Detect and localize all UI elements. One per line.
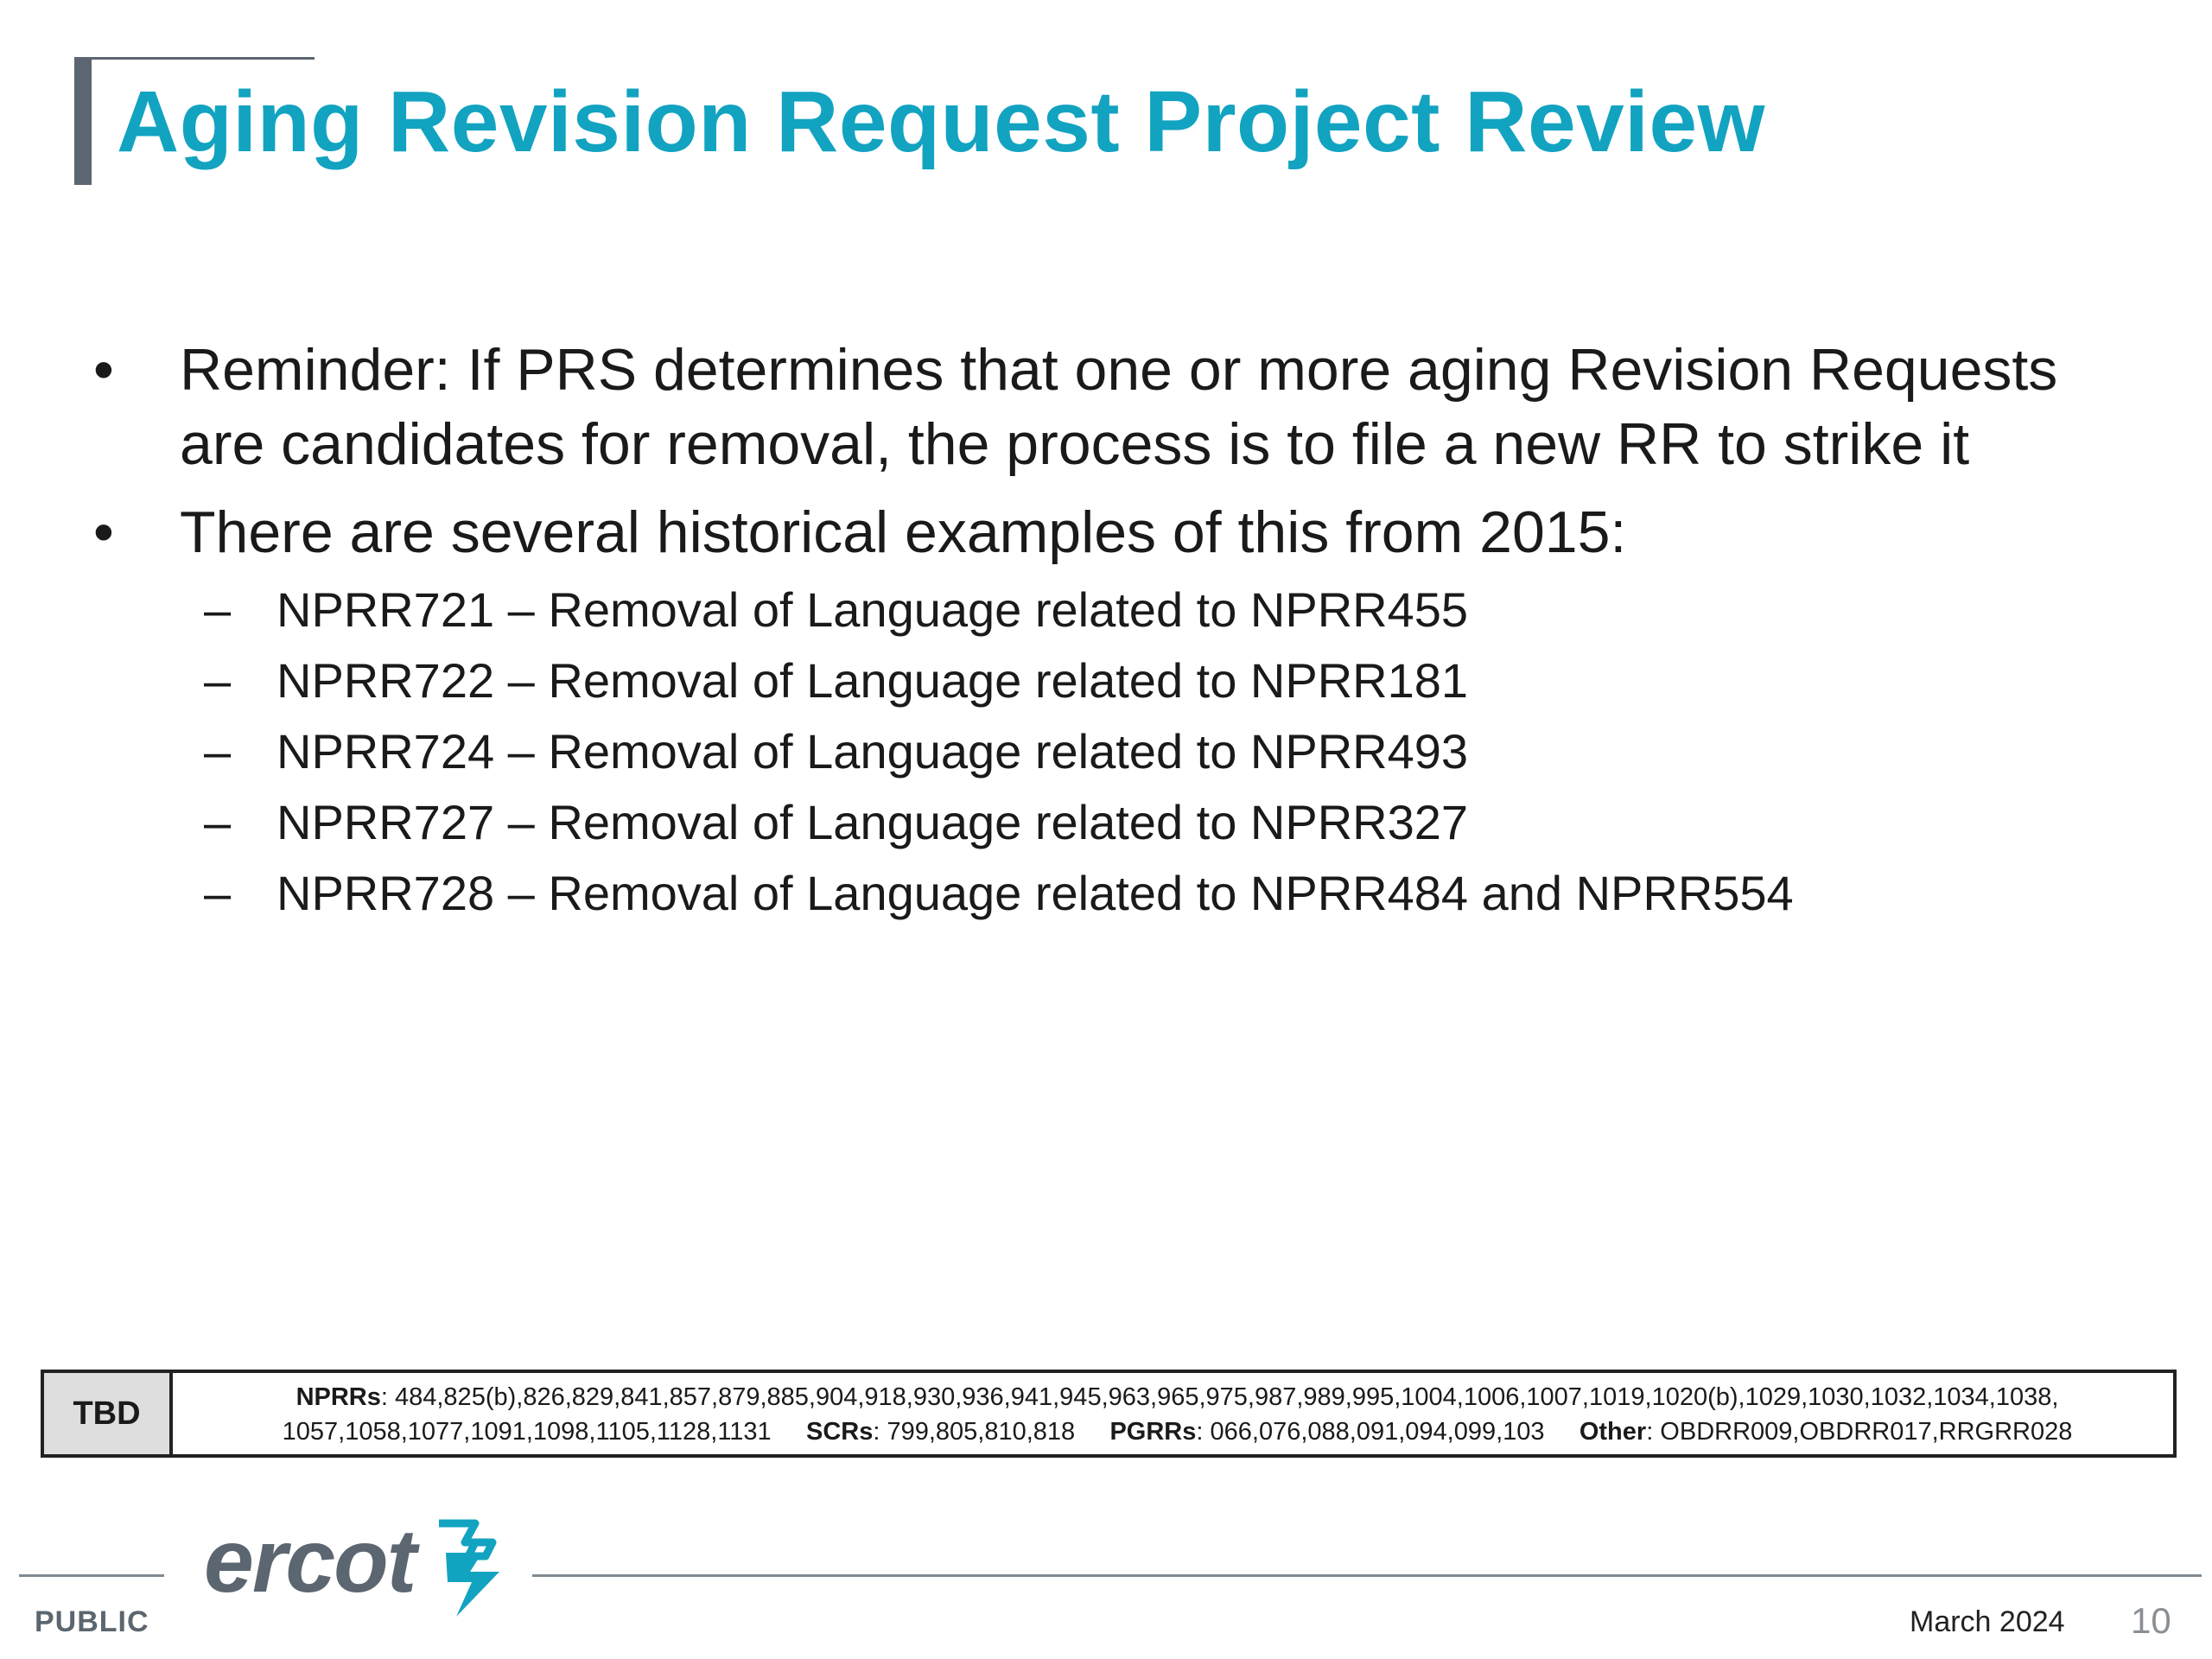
footer-divider-left <box>19 1574 164 1577</box>
tbd-content <box>173 1373 2173 1454</box>
bullet-text: Reminder: If PRS determines that one or more aging Revision Requests are candidates for removal, the process is to file a new RR to strike it <box>180 337 2058 477</box>
other-label: Other <box>1579 1418 1647 1446</box>
ercot-logo <box>204 1511 508 1624</box>
logo-text: ercot <box>204 1511 416 1611</box>
title-accent-bar <box>74 57 92 185</box>
bullet-list <box>93 333 2150 929</box>
page-number: 10 <box>2131 1600 2171 1641</box>
bullet-text: There are several historical examples of this from 2015: <box>180 499 1627 565</box>
sub-bullet-text: NPRR728 – Removal of Language related to NPRR484 and NPRR554 <box>276 866 1794 920</box>
scrs-values: : 799,805,810,818 <box>873 1418 1076 1446</box>
sub-bullet-list <box>93 575 2150 929</box>
tbd-label: TBD <box>44 1373 173 1454</box>
bullet-item-examples <box>93 495 2150 569</box>
sub-bullet-text: NPRR724 – Removal of Language related to NPRR493 <box>276 724 1469 779</box>
sub-bullet-marker: – <box>204 582 232 637</box>
other-values: : OBDRR009,OBDRR017,RRGRR028 <box>1646 1418 2073 1446</box>
tbd-box <box>41 1370 2177 1458</box>
sub-bullet-item <box>93 858 2150 929</box>
footer-divider-right <box>532 1574 2202 1577</box>
scrs-label: SCRs <box>805 1418 874 1446</box>
page-title: Aging Revision Request Project Review <box>117 73 1765 170</box>
sub-bullet-item <box>93 645 2150 716</box>
sub-bullet-item <box>93 575 2150 645</box>
classification-label: PUBLIC <box>35 1605 149 1638</box>
footer-date: March 2024 <box>1910 1605 2065 1638</box>
tbd-line-2 <box>195 1414 2159 1449</box>
sub-bullet-marker: – <box>204 653 232 708</box>
bullet-item-reminder <box>93 333 2150 481</box>
pgrrs-label: PGRRs <box>1109 1418 1197 1446</box>
sub-bullet-item <box>93 716 2150 787</box>
tbd-line-1 <box>195 1380 2159 1414</box>
sub-bullet-marker: – <box>204 866 232 920</box>
bullet-marker: • <box>93 337 114 403</box>
sub-bullet-marker: – <box>204 724 232 779</box>
sub-bullet-text: NPRR721 – Removal of Language related to NPRR455 <box>276 582 1469 637</box>
nprrs-values-line2: 1057,1058,1077,1091,1098,1105,1128,1131 <box>282 1418 772 1446</box>
nprrs-label: NPRRs <box>296 1383 381 1411</box>
bullet-marker: • <box>93 499 114 565</box>
title-accent-line <box>74 57 315 60</box>
sub-bullet-text: NPRR727 – Removal of Language related to NPRR327 <box>276 795 1469 849</box>
pgrrs-values: : 066,076,088,091,094,099,103 <box>1196 1418 1545 1446</box>
ercot-bolt-icon <box>422 1516 508 1624</box>
sub-bullet-marker: – <box>204 795 232 849</box>
sub-bullet-item <box>93 787 2150 858</box>
nprrs-values-line1: : 484,825(b),826,829,841,857,879,885,904,918,930,936,941,945,963,965,975,987,989,995,1004,1006,1007,1019,1020(b),1029,1030,1032,1034,1038, <box>380 1383 2059 1411</box>
sub-bullet-text: NPRR722 – Removal of Language related to NPRR181 <box>276 653 1469 708</box>
